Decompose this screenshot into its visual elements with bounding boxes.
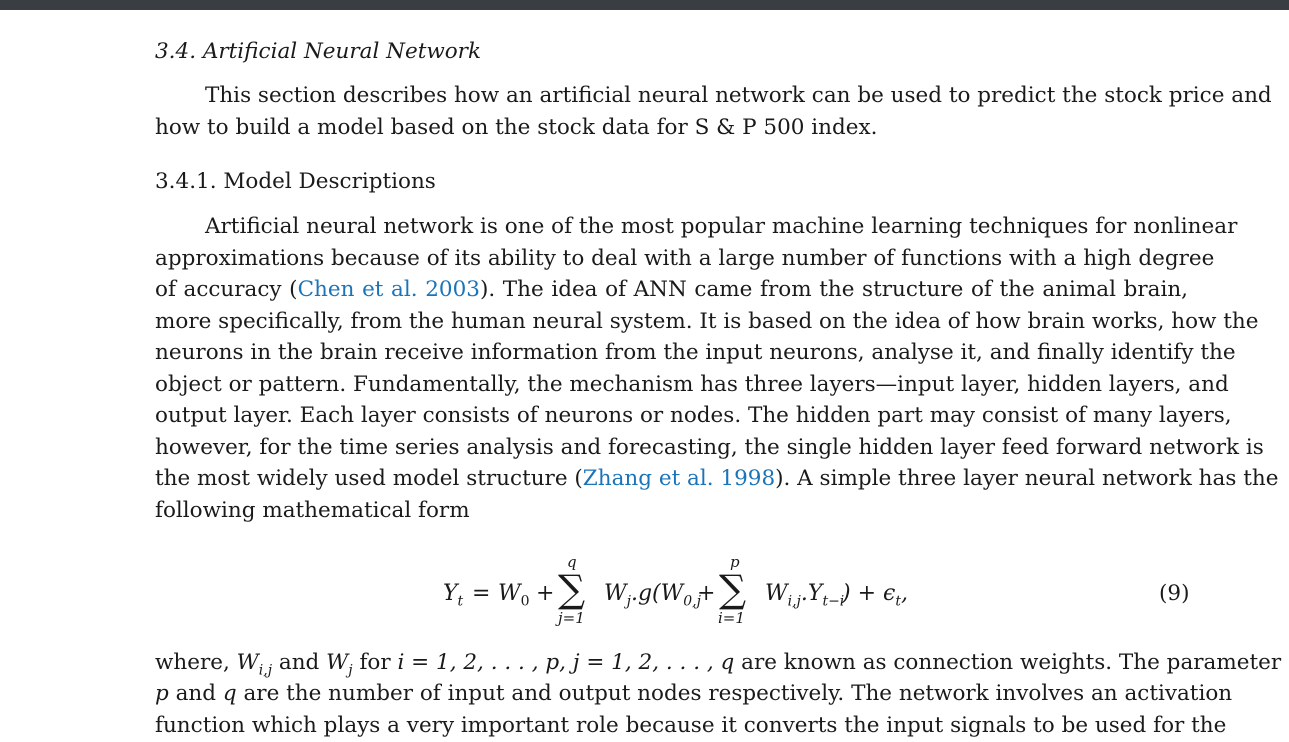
eq-sum1-upper: q bbox=[567, 553, 577, 571]
eq-tail: ) + $\epsilon_t$, bbox=[842, 581, 908, 610]
section-heading: 3.4. Artificial Neural Network bbox=[155, 39, 481, 64]
eq-equals: = bbox=[472, 581, 491, 606]
equation-9 bbox=[0, 550, 1289, 640]
eq-w0: $W_0$ bbox=[498, 581, 530, 610]
para-line-1: Artificial neural network is one of the most popular machine learning techniques for nonlinear bbox=[205, 214, 1238, 239]
eq-sum1-symbol: ∑ bbox=[558, 567, 586, 611]
para-line-4: more specifically, from the human neural system. It is based on the idea of how brain works, how the bbox=[155, 309, 1259, 334]
para-line-10: following mathematical form bbox=[155, 498, 470, 523]
para-line-8: however, for the time series analysis and forecasting, the single hidden layer feed forward network is bbox=[155, 435, 1264, 460]
eq-plus-2: + bbox=[697, 581, 716, 606]
para-line-7: output layer. Each layer consists of neurons or nodes. The hidden part may consist of many layers, bbox=[155, 403, 1232, 428]
viewer-top-bar bbox=[0, 0, 1289, 10]
intro-line-1: This section describes how an artificial neural network can be used to predict the stock price and bbox=[205, 83, 1272, 108]
eq-lhs: $Y_t$ bbox=[443, 581, 464, 610]
after-line-1: where, $W_{i,j}$ and $W_j$ for i = 1, 2, . . . , p, j = 1, 2, . . . , q are known as connection weights. The parameter bbox=[155, 650, 1282, 679]
para-line-9: the most widely used model structure (Zhang et al. 1998). A simple three layer neural network has the bbox=[155, 466, 1279, 491]
citation-link-zhang-1998[interactable]: Zhang et al. 1998 bbox=[582, 466, 776, 491]
para-line-2: approximations because of its ability to deal with a large number of functions with a high degree bbox=[155, 246, 1215, 271]
eq-sum2-symbol: ∑ bbox=[719, 567, 747, 611]
paper-page bbox=[0, 10, 1289, 738]
eq-sum2-upper: p bbox=[730, 553, 740, 571]
para-line-3: of accuracy (Chen et al. 2003). The idea of ANN came from the structure of the animal brain, bbox=[155, 277, 1189, 302]
after-line-3: function which plays a very important role because it converts the input signals to be used for the bbox=[155, 713, 1227, 738]
intro-line-2: how to build a model based on the stock data for S & P 500 index. bbox=[155, 115, 878, 140]
para-line-6: object or pattern. Fundamentally, the mechanism has three layers—input layer, hidden layers, and bbox=[155, 372, 1229, 397]
eq-wj-g: $W_j.g(W_{0,j}$ bbox=[604, 581, 701, 610]
para-line-5: neurons in the brain receive information from the input neurons, analyse it, and finally identify the bbox=[155, 340, 1236, 365]
subsection-heading: 3.4.1. Model Descriptions bbox=[155, 169, 436, 194]
eq-sum1-lower: j=1 bbox=[558, 609, 585, 627]
equation-number: (9) bbox=[1159, 581, 1190, 606]
eq-plus-1: + bbox=[536, 581, 555, 606]
eq-sum2-lower: i=1 bbox=[718, 609, 745, 627]
citation-link-chen-2003[interactable]: Chen et al. 2003 bbox=[297, 277, 480, 302]
eq-wij-y: $W_{i,j}.Y_{t-i}$ bbox=[765, 581, 845, 610]
after-line-2: p and q are the number of input and output nodes respectively. The network involves an activation bbox=[155, 681, 1233, 706]
